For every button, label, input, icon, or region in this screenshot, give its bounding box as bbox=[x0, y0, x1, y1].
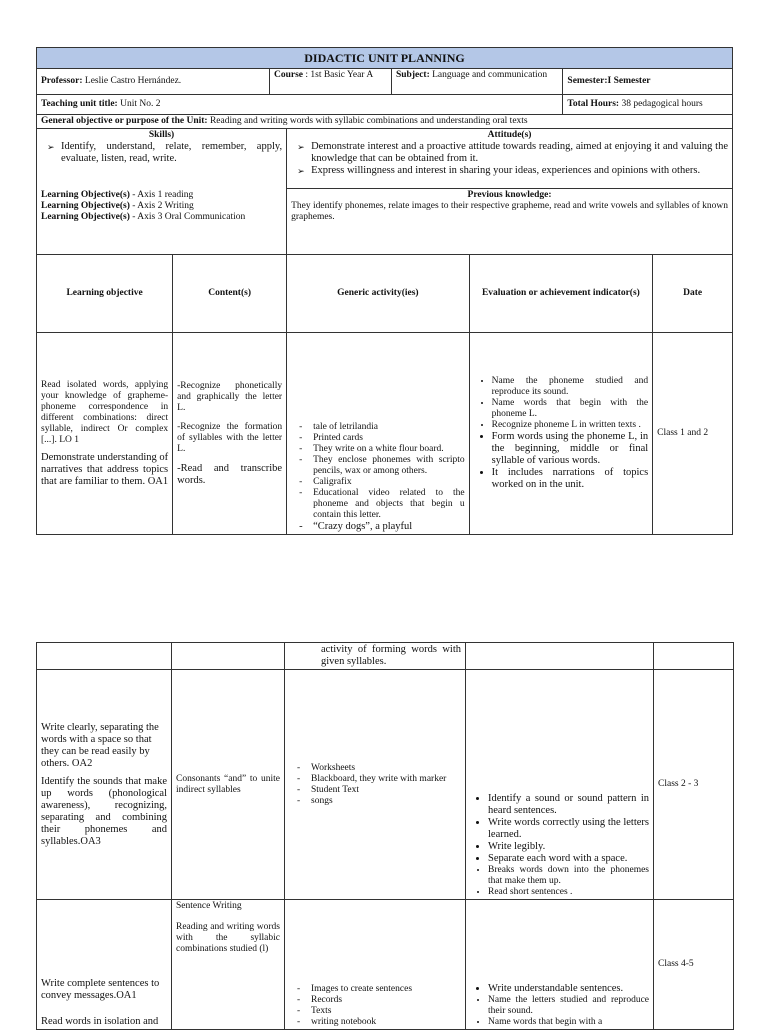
total-hours-cell: Total Hours: 38 pedagogical hours bbox=[563, 95, 733, 115]
attitude-item: ➢ Demonstrate interest and a proactive attitude towards reading, aimed at enjoying it and valuing the knowledge that can be obtained from it. bbox=[311, 141, 728, 165]
attitudes-list bbox=[291, 141, 728, 177]
cont-date bbox=[654, 643, 734, 670]
activity-item: - “Crazy dogs”, a playful bbox=[313, 521, 465, 533]
indicator-item: • Name the letters studied and reproduce their sound. bbox=[488, 995, 649, 1017]
activity-item: - Caligrafix bbox=[313, 477, 465, 488]
attitudes-heading: Attitude(s) bbox=[487, 130, 532, 140]
row2-objective bbox=[37, 670, 172, 900]
attitude-item: ➢ Express willingness and interest in sharing your ideas, experiences and opinions with others. bbox=[311, 165, 728, 177]
unit-title-cell: Teaching unit title: Unit No. 2 bbox=[37, 95, 563, 115]
continued-activity-text: activity of forming words with given syllables. bbox=[321, 644, 461, 667]
activity-item: - They enclose phonemes with scripto pencils, wax or among others. bbox=[313, 455, 465, 477]
indicator-item: • It includes narrations of topics worked on in the unit. bbox=[492, 467, 649, 491]
row2-objective-text-2: Identify the sounds that make up words (phonological awareness), recognizing, separating and combining their phonemes and syllables.OA3 bbox=[41, 775, 167, 847]
activities-list bbox=[289, 984, 461, 1028]
activity-item: - Images to create sentences bbox=[311, 984, 461, 995]
row2-indicators bbox=[466, 670, 654, 900]
cont-objective bbox=[37, 643, 172, 670]
activity-item: - Printed cards bbox=[313, 433, 465, 444]
indicators-list bbox=[474, 376, 649, 491]
row3-activities bbox=[285, 900, 466, 1030]
row3-indicators bbox=[466, 900, 654, 1030]
activity-item: - Educational video related to the phoneme and objects that begin u contain this letter. bbox=[313, 488, 465, 521]
activity-item: - Records bbox=[311, 995, 461, 1006]
row3-objective bbox=[37, 900, 172, 1030]
activity-item: - They write on a white flour board. bbox=[313, 444, 465, 455]
semester-cell: Semester:I Semester bbox=[563, 69, 733, 95]
planning-table-page2 bbox=[36, 642, 734, 1030]
row1-indicators bbox=[469, 333, 653, 535]
row1-objective bbox=[37, 333, 173, 535]
indicator-item: • Separate each word with a space. bbox=[488, 853, 649, 865]
row3-content-heading: Sentence Writing bbox=[176, 901, 242, 911]
previous-knowledge-text: They identify phonemes, relate images to their respective grapheme, read and write vowels and syllables of known graphemes. bbox=[291, 201, 728, 222]
row2-contents: Consonants “and” to unite indirect syllables bbox=[172, 670, 285, 900]
col-header-indicators: Evaluation or achievement indicator(s) bbox=[469, 255, 653, 333]
previous-knowledge-cell bbox=[287, 189, 733, 255]
indicator-item: • Write words correctly using the letters learned. bbox=[488, 817, 649, 841]
row2-date: Class 2 - 3 bbox=[654, 670, 734, 900]
row3-date: Class 4-5 bbox=[654, 900, 734, 1030]
subject-cell: Subject: Language and communication bbox=[391, 69, 562, 95]
row3-objective-text-1: Write complete sentences to convey messages.OA1 bbox=[41, 978, 160, 1001]
lo-axis-3: Learning Objective(s) - Axis 3 Oral Communication bbox=[41, 211, 246, 222]
indicators-list bbox=[470, 983, 649, 1028]
row1-date: Class 1 and 2 bbox=[653, 333, 733, 535]
skills-heading: Skills) bbox=[148, 130, 175, 140]
indicator-item: • Write understandable sentences. bbox=[488, 983, 649, 995]
indicator-item: • Name the phoneme studied and reproduce its sound. bbox=[492, 376, 649, 398]
cont-indicators bbox=[466, 643, 654, 670]
cont-activities bbox=[285, 643, 466, 670]
row3-objective-text-2: Read words in isolation and bbox=[41, 1016, 159, 1027]
row3-content-text: Reading and writing words with the syllabic combinations studied (l) bbox=[176, 922, 280, 954]
indicator-item: • Form words using the phoneme L, in the beginning, middle or final syllable of various words. bbox=[492, 431, 649, 467]
indicator-item: • Read short sentences . bbox=[488, 887, 649, 898]
learning-objectives-cell bbox=[37, 189, 287, 255]
activity-item: - Worksheets bbox=[311, 763, 461, 774]
row1-activities bbox=[287, 333, 470, 535]
indicator-item: • Recognize phoneme L in written texts . bbox=[492, 420, 649, 431]
content-item: -Recognize the formation of syllables with the letter L. bbox=[177, 421, 283, 454]
activity-item: - Blackboard, they write with marker bbox=[311, 774, 461, 785]
row2-activities bbox=[285, 670, 466, 900]
col-header-contents: Content(s) bbox=[173, 255, 287, 333]
previous-knowledge-heading: Previous knowledge: bbox=[467, 190, 552, 200]
lo-axis-2: Learning Objective(s) - Axis 2 Writing bbox=[41, 200, 194, 211]
course-cell: Course : 1st Basic Year A bbox=[269, 69, 391, 95]
row1-objective-text-1: Read isolated words, applying your knowledge of grapheme-phoneme correspondence in different combinations: direct syllable, indirect Or complex [...]. LO 1 bbox=[41, 379, 169, 445]
lo-axis-1: Learning Objective(s) - Axis 1 reading bbox=[41, 189, 194, 200]
row1-objective-text-2: Demonstrate understanding of narratives that address topics that are familiar to them. OA1 bbox=[41, 451, 169, 487]
indicator-item: • Name words that begin with a bbox=[488, 1017, 649, 1028]
activities-list bbox=[291, 422, 465, 533]
indicators-list bbox=[470, 793, 649, 898]
indicator-item: • Breaks words down into the phonemes that make them up. bbox=[488, 865, 649, 887]
skills-item: ➢ Identify, understand, relate, remember, apply, evaluate, listen, read, write. bbox=[61, 141, 282, 165]
indicator-item: • Write legibly. bbox=[488, 841, 649, 853]
col-header-date: Date bbox=[653, 255, 733, 333]
indicator-item: • Identify a sound or sound pattern in heard sentences. bbox=[488, 793, 649, 817]
skills-cell bbox=[37, 129, 287, 189]
activity-item: - songs bbox=[311, 796, 461, 807]
row1-contents bbox=[173, 333, 287, 535]
content-item: -Recognize phonetically and graphically the letter L. bbox=[177, 380, 283, 413]
planning-table-page1 bbox=[36, 47, 733, 535]
general-objective-cell: General objective or purpose of the Unit: Reading and writing words with syllabic combinations and understanding oral texts bbox=[37, 115, 733, 129]
indicator-item: • Name words that begin with the phoneme L. bbox=[492, 398, 649, 420]
activity-item: - Texts bbox=[311, 1006, 461, 1017]
skills-list bbox=[41, 141, 282, 165]
cont-contents bbox=[172, 643, 285, 670]
col-header-objective: Learning objective bbox=[37, 255, 173, 333]
activity-item: - Student Text bbox=[311, 785, 461, 796]
col-header-activities: Generic activity(ies) bbox=[287, 255, 470, 333]
content-item: -Read and transcribe words. bbox=[177, 462, 283, 486]
row2-objective-text-1: Write clearly, separating the words with a space so that they can be read easily by others. OA2 bbox=[41, 721, 159, 769]
activity-item: - writing notebook bbox=[311, 1017, 461, 1028]
attitudes-cell bbox=[287, 129, 733, 189]
activities-list bbox=[289, 763, 461, 807]
professor-cell: Professor: Leslie Castro Hernández. bbox=[37, 69, 270, 95]
row3-contents bbox=[172, 900, 285, 1030]
document-title: DIDACTIC UNIT PLANNING bbox=[37, 48, 733, 69]
activity-item: - tale of letrilandia bbox=[313, 422, 465, 433]
